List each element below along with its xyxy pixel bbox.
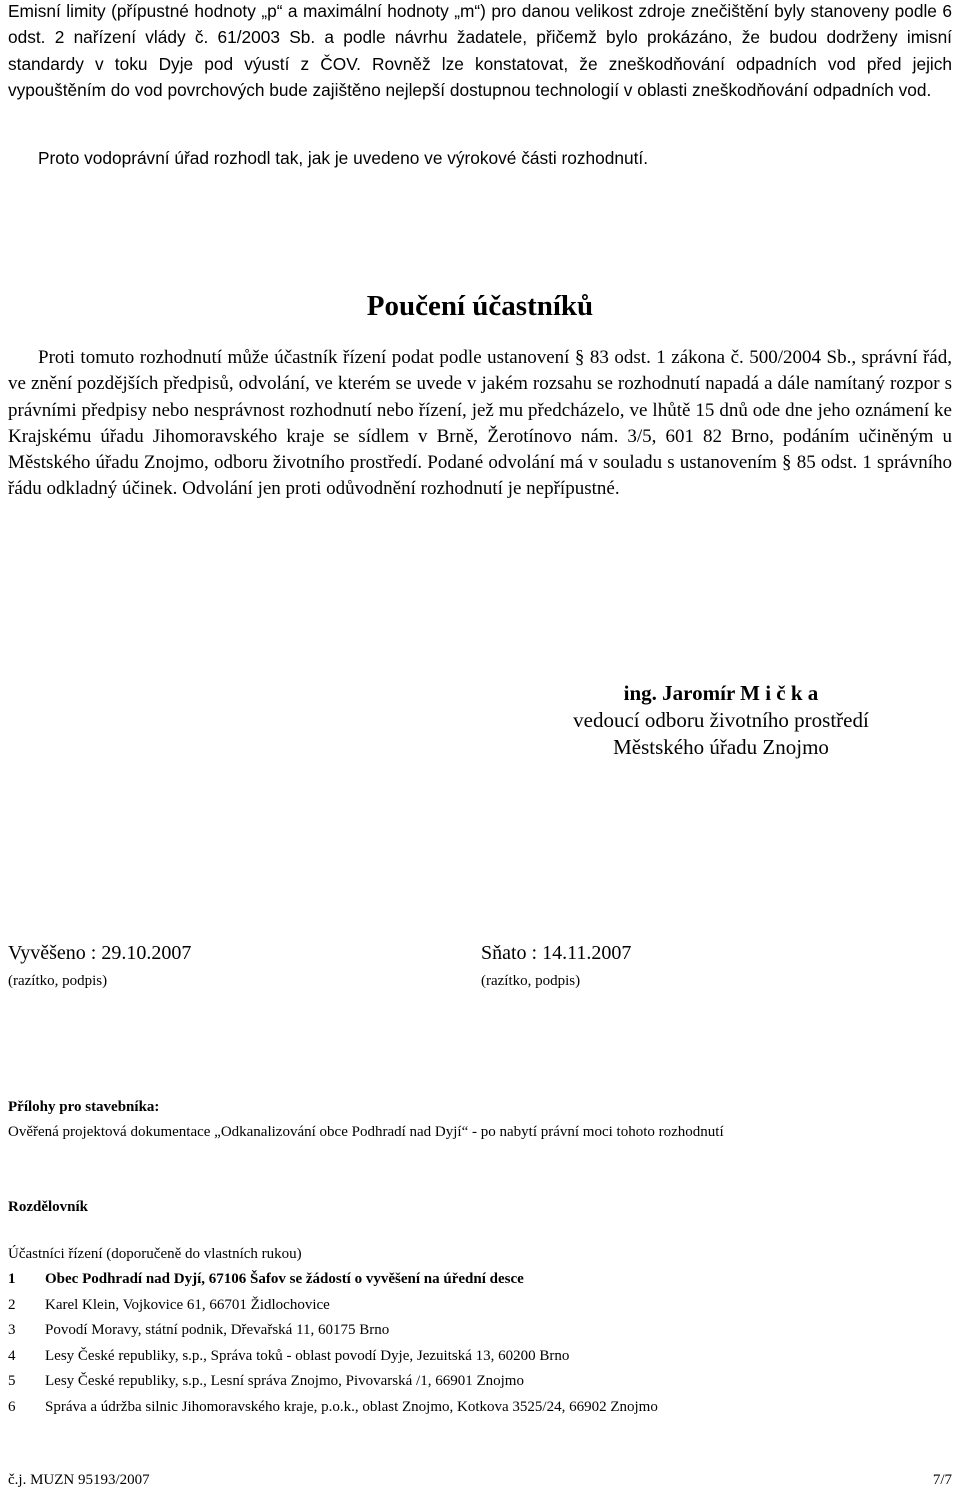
distribution-subheading: Účastníci řízení (doporučeně do vlastních rukou) xyxy=(8,1246,302,1262)
list-item-text: Obec Podhradí nad Dyjí, 67106 Šafov se žádostí o vyvěšení na úřední desce xyxy=(45,1271,524,1287)
list-item-text: Karel Klein, Vojkovice 61, 66701 Židlochovice xyxy=(45,1296,330,1313)
stamp-label-posted: (razítko, podpis) xyxy=(8,973,108,989)
list-item xyxy=(8,1267,658,1293)
signature-block xyxy=(560,680,882,761)
list-item-text: Lesy České republiky, s.p., Správa toků - oblast povodí Dyje, Jezuitská 13, 60200 Brno xyxy=(45,1347,570,1364)
list-item xyxy=(8,1369,658,1395)
distribution-list xyxy=(8,1267,658,1421)
list-item-text: Povodí Moravy, státní podnik, Dřevařská 11, 60175 Brno xyxy=(45,1322,390,1339)
list-item xyxy=(8,1395,658,1421)
list-item-number: 6 xyxy=(8,1398,16,1415)
instruction-paragraph: Proti tomuto rozhodnutí může účastník řízení podat podle ustanovení § 83 odst. 1 zákona č. 500/2004 Sb., správní řád, ve znění pozdějších předpisů, odvolání, ve kterém se uvede v jakém rozsahu se rozhodnutí napadá a dále namítaný rozpor s právními předpisy nebo nesprávnost rozhodnutí nebo řízení, jež mu předcházelo, ve lhůtě 15 dnů ode dne jeho oznámení ke Krajskému úřadu Jihomoravského kraje se sídlem v Brně, Žerotínovo nám. 3/5, 601 82 Brno, podáním učiněným u Městského úřadu Znojmo, odboru životního prostředí. Podané odvolání má v souladu s ustanovením § 85 odst. 1 správního řádu odkladný účinek. Odvolání jen proti odůvodnění rozhodnutí je nepřípustné. xyxy=(8,347,952,500)
stamp-label-removed: (razítko, podpis) xyxy=(481,973,581,989)
signatory-name: ing. Jaromír M i č k a xyxy=(623,681,819,705)
list-item xyxy=(8,1344,658,1370)
distribution-heading: Rozdělovník xyxy=(8,1199,89,1215)
removed-date: Sňato : 14.11.2007 xyxy=(481,942,632,964)
decision-conclusion-paragraph: Proto vodoprávní úřad rozhodl tak, jak je uvedeno ve výrokové části rozhodnutí. xyxy=(38,148,648,168)
list-item xyxy=(8,1318,658,1344)
decision-reasoning-paragraph: Emisní limity (přípustné hodnoty „p“ a maximální hodnoty „m“) pro danou velikost zdroje znečištění byly stanoveny podle 6 odst. 2 nařízení vlády č. 61/2003 Sb. a podle návrhu žadatele, přičemž bylo prokázáno, že budou dodrženy imisní standardy v toku Dyje pod výustí z ČOV. Rovněž lze konstatovat, že zneškodňování odpadních vod před jejich vypouštěním do vod povrchových bude zajištěno nejlepší dostupnou technologií v oblasti zneškodňování odpadních vod. xyxy=(8,1,952,100)
list-item-number: 1 xyxy=(8,1271,16,1287)
list-item-number: 2 xyxy=(8,1296,16,1313)
signatory-office: Městského úřadu Znojmo xyxy=(613,735,829,759)
reference-number: č.j. MUZN 95193/2007 xyxy=(8,1472,150,1488)
list-item-number: 3 xyxy=(8,1322,16,1339)
attachments-text: Ověřená projektová dokumentace „Odkanalizování obce Podhradí nad Dyjí“ - po nabytí právní moci tohoto rozhodnutí xyxy=(8,1124,724,1140)
list-item-text: Správa a údržba silnic Jihomoravského kraje, p.o.k., oblast Znojmo, Kotkova 3525/24, 66902 Znojmo xyxy=(45,1398,658,1415)
attachments-heading: Přílohy pro stavebníka: xyxy=(8,1099,160,1115)
list-item xyxy=(8,1293,658,1319)
list-item-text: Lesy České republiky, s.p., Lesní správa Znojmo, Pivovarská /1, 66901 Znojmo xyxy=(45,1373,524,1390)
page-number: 7/7 xyxy=(932,1472,952,1488)
list-item-number: 5 xyxy=(8,1373,16,1390)
posted-date: Vyvěšeno : 29.10.2007 xyxy=(8,942,192,964)
signatory-position: vedoucí odboru životního prostředí xyxy=(573,708,869,732)
list-item-number: 4 xyxy=(8,1347,16,1364)
instruction-heading: Poučení účastníků xyxy=(366,290,594,322)
